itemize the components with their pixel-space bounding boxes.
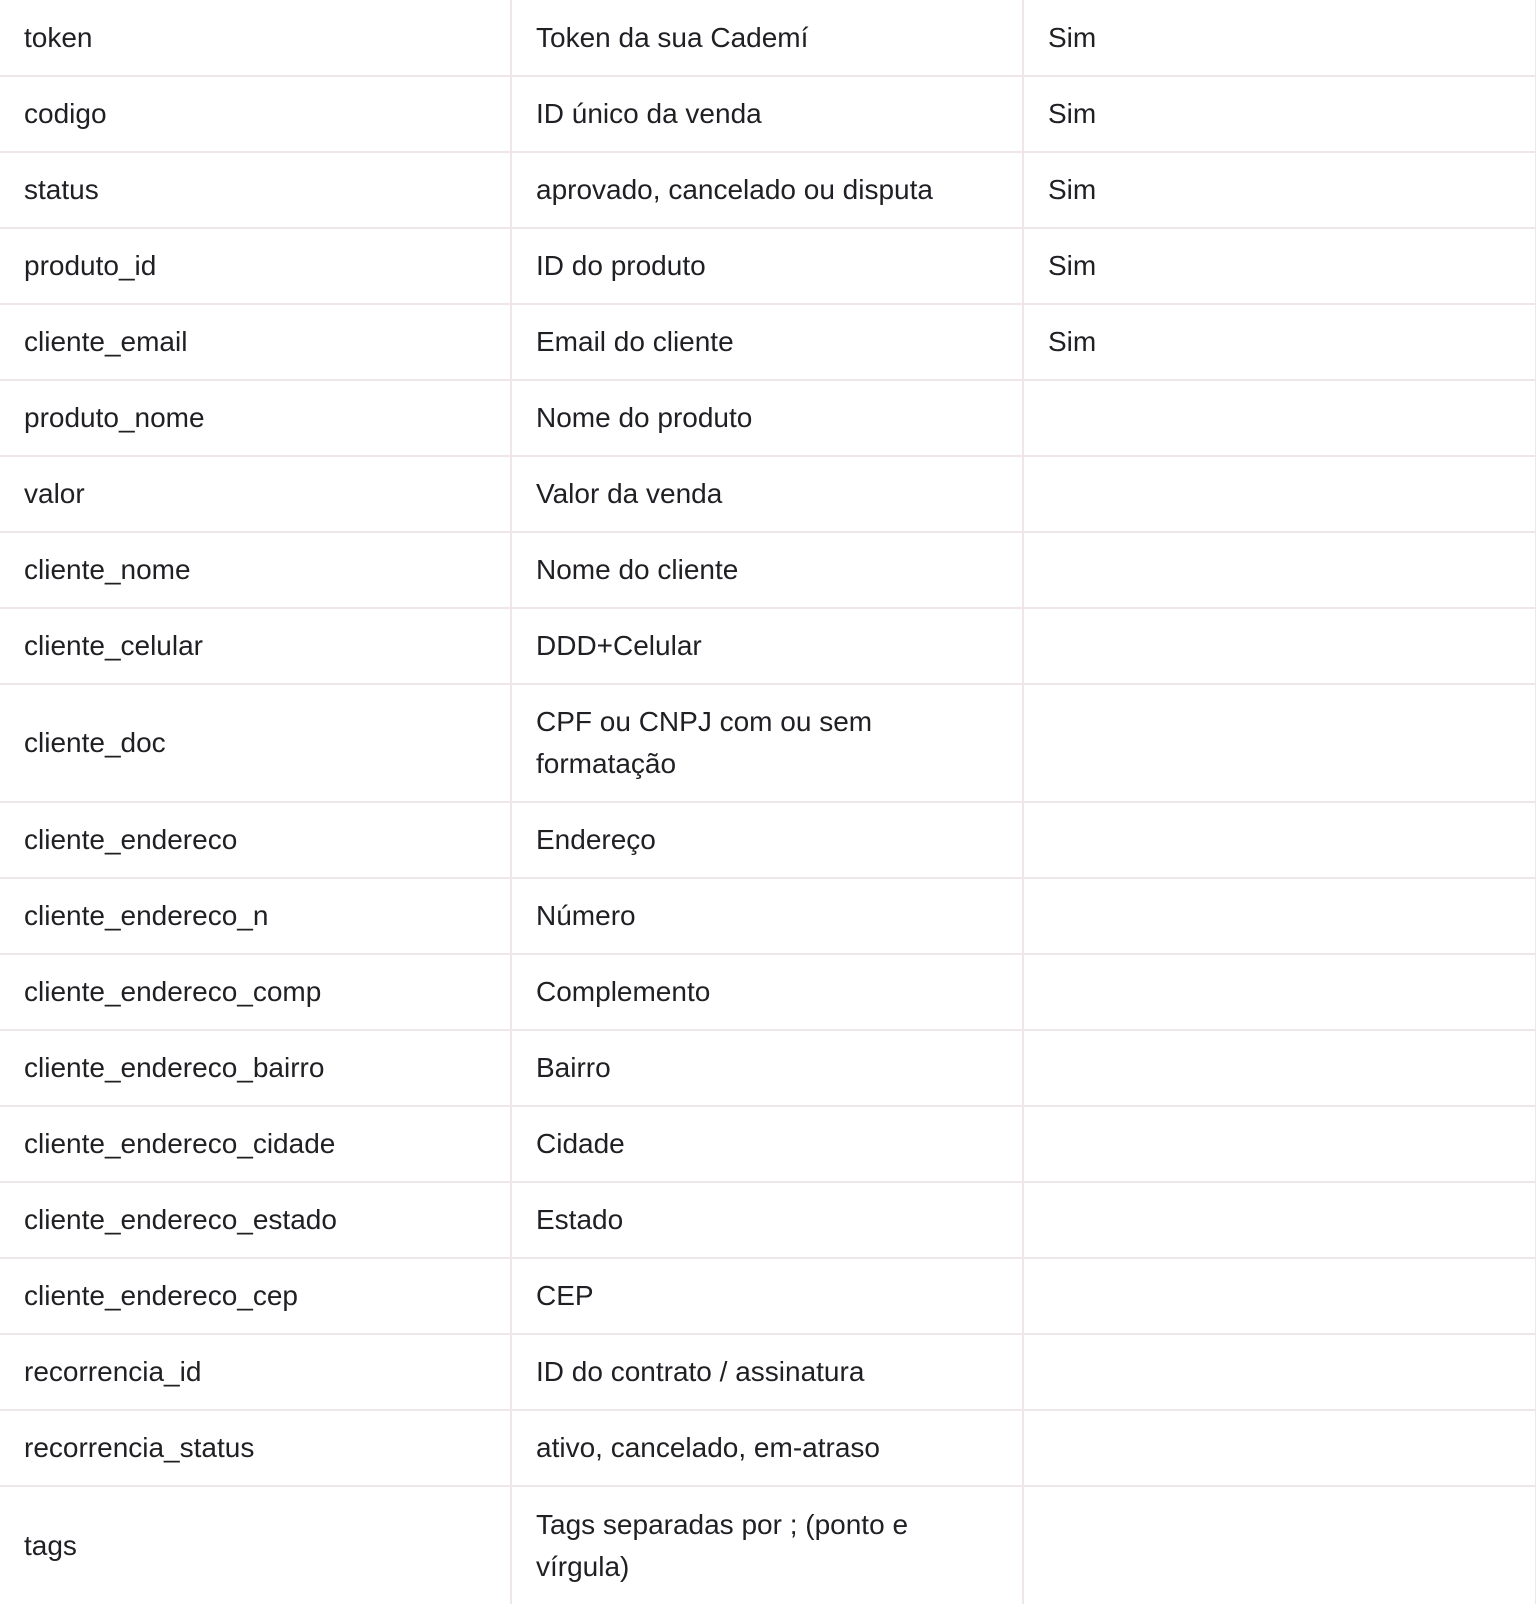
table-row [0, 304, 1536, 380]
required-cell: Sim [1023, 304, 1536, 380]
table-row [0, 532, 1536, 608]
field-name-cell: recorrencia_id [0, 1334, 511, 1410]
table-row [0, 1486, 1536, 1604]
table-row [0, 608, 1536, 684]
required-cell [1023, 608, 1536, 684]
description-cell: Endereço [511, 802, 1023, 878]
required-cell [1023, 1258, 1536, 1334]
table-row [0, 1030, 1536, 1106]
field-name-cell: cliente_endereco_bairro [0, 1030, 511, 1106]
table-row [0, 0, 1536, 76]
field-name-cell: cliente_endereco_cep [0, 1258, 511, 1334]
required-cell [1023, 878, 1536, 954]
field-name-cell: cliente_endereco_cidade [0, 1106, 511, 1182]
table-row [0, 878, 1536, 954]
required-cell [1023, 1182, 1536, 1258]
field-name-cell: tags [0, 1486, 511, 1604]
table-row [0, 1182, 1536, 1258]
field-name-cell: cliente_endereco_estado [0, 1182, 511, 1258]
table-row [0, 802, 1536, 878]
field-name-cell: cliente_doc [0, 684, 511, 802]
required-cell [1023, 684, 1536, 802]
description-cell: Token da sua Cademí [511, 0, 1023, 76]
description-cell: Estado [511, 1182, 1023, 1258]
description-cell: Complemento [511, 954, 1023, 1030]
field-name-cell: cliente_endereco [0, 802, 511, 878]
description-cell: Nome do cliente [511, 532, 1023, 608]
required-cell: Sim [1023, 76, 1536, 152]
required-cell [1023, 1410, 1536, 1486]
description-cell: CPF ou CNPJ com ou sem formatação [511, 684, 1023, 802]
field-name-cell: cliente_email [0, 304, 511, 380]
field-name-cell: cliente_celular [0, 608, 511, 684]
required-cell [1023, 802, 1536, 878]
required-cell [1023, 1030, 1536, 1106]
required-cell [1023, 1106, 1536, 1182]
field-name-cell: token [0, 0, 511, 76]
table-row [0, 380, 1536, 456]
table-row [0, 456, 1536, 532]
description-cell: ID do produto [511, 228, 1023, 304]
required-cell [1023, 954, 1536, 1030]
field-name-cell: recorrencia_status [0, 1410, 511, 1486]
description-cell: aprovado, cancelado ou disputa [511, 152, 1023, 228]
description-cell: Número [511, 878, 1023, 954]
field-name-cell: produto_id [0, 228, 511, 304]
table-row [0, 1410, 1536, 1486]
required-cell: Sim [1023, 152, 1536, 228]
description-cell: Bairro [511, 1030, 1023, 1106]
description-cell: ID do contrato / assinatura [511, 1334, 1023, 1410]
field-name-cell: cliente_endereco_comp [0, 954, 511, 1030]
required-cell: Sim [1023, 228, 1536, 304]
table-row [0, 954, 1536, 1030]
field-name-cell: cliente_nome [0, 532, 511, 608]
field-name-cell: valor [0, 456, 511, 532]
description-cell: ativo, cancelado, em-atraso [511, 1410, 1023, 1486]
description-cell: ID único da venda [511, 76, 1023, 152]
description-cell: Cidade [511, 1106, 1023, 1182]
required-cell [1023, 532, 1536, 608]
table-row [0, 1106, 1536, 1182]
description-cell: Tags separadas por ; (ponto e vírgula) [511, 1486, 1023, 1604]
required-cell [1023, 1486, 1536, 1604]
table-row [0, 228, 1536, 304]
table-row [0, 76, 1536, 152]
field-name-cell: cliente_endereco_n [0, 878, 511, 954]
table-row [0, 684, 1536, 802]
required-cell [1023, 1334, 1536, 1410]
description-cell: DDD+Celular [511, 608, 1023, 684]
description-cell: CEP [511, 1258, 1023, 1334]
field-name-cell: status [0, 152, 511, 228]
table-row [0, 1334, 1536, 1410]
field-name-cell: codigo [0, 76, 511, 152]
required-cell: Sim [1023, 0, 1536, 76]
required-cell [1023, 456, 1536, 532]
field-name-cell: produto_nome [0, 380, 511, 456]
table-row [0, 1258, 1536, 1334]
description-cell: Email do cliente [511, 304, 1023, 380]
required-cell [1023, 380, 1536, 456]
description-cell: Valor da venda [511, 456, 1023, 532]
table-row [0, 152, 1536, 228]
description-cell: Nome do produto [511, 380, 1023, 456]
